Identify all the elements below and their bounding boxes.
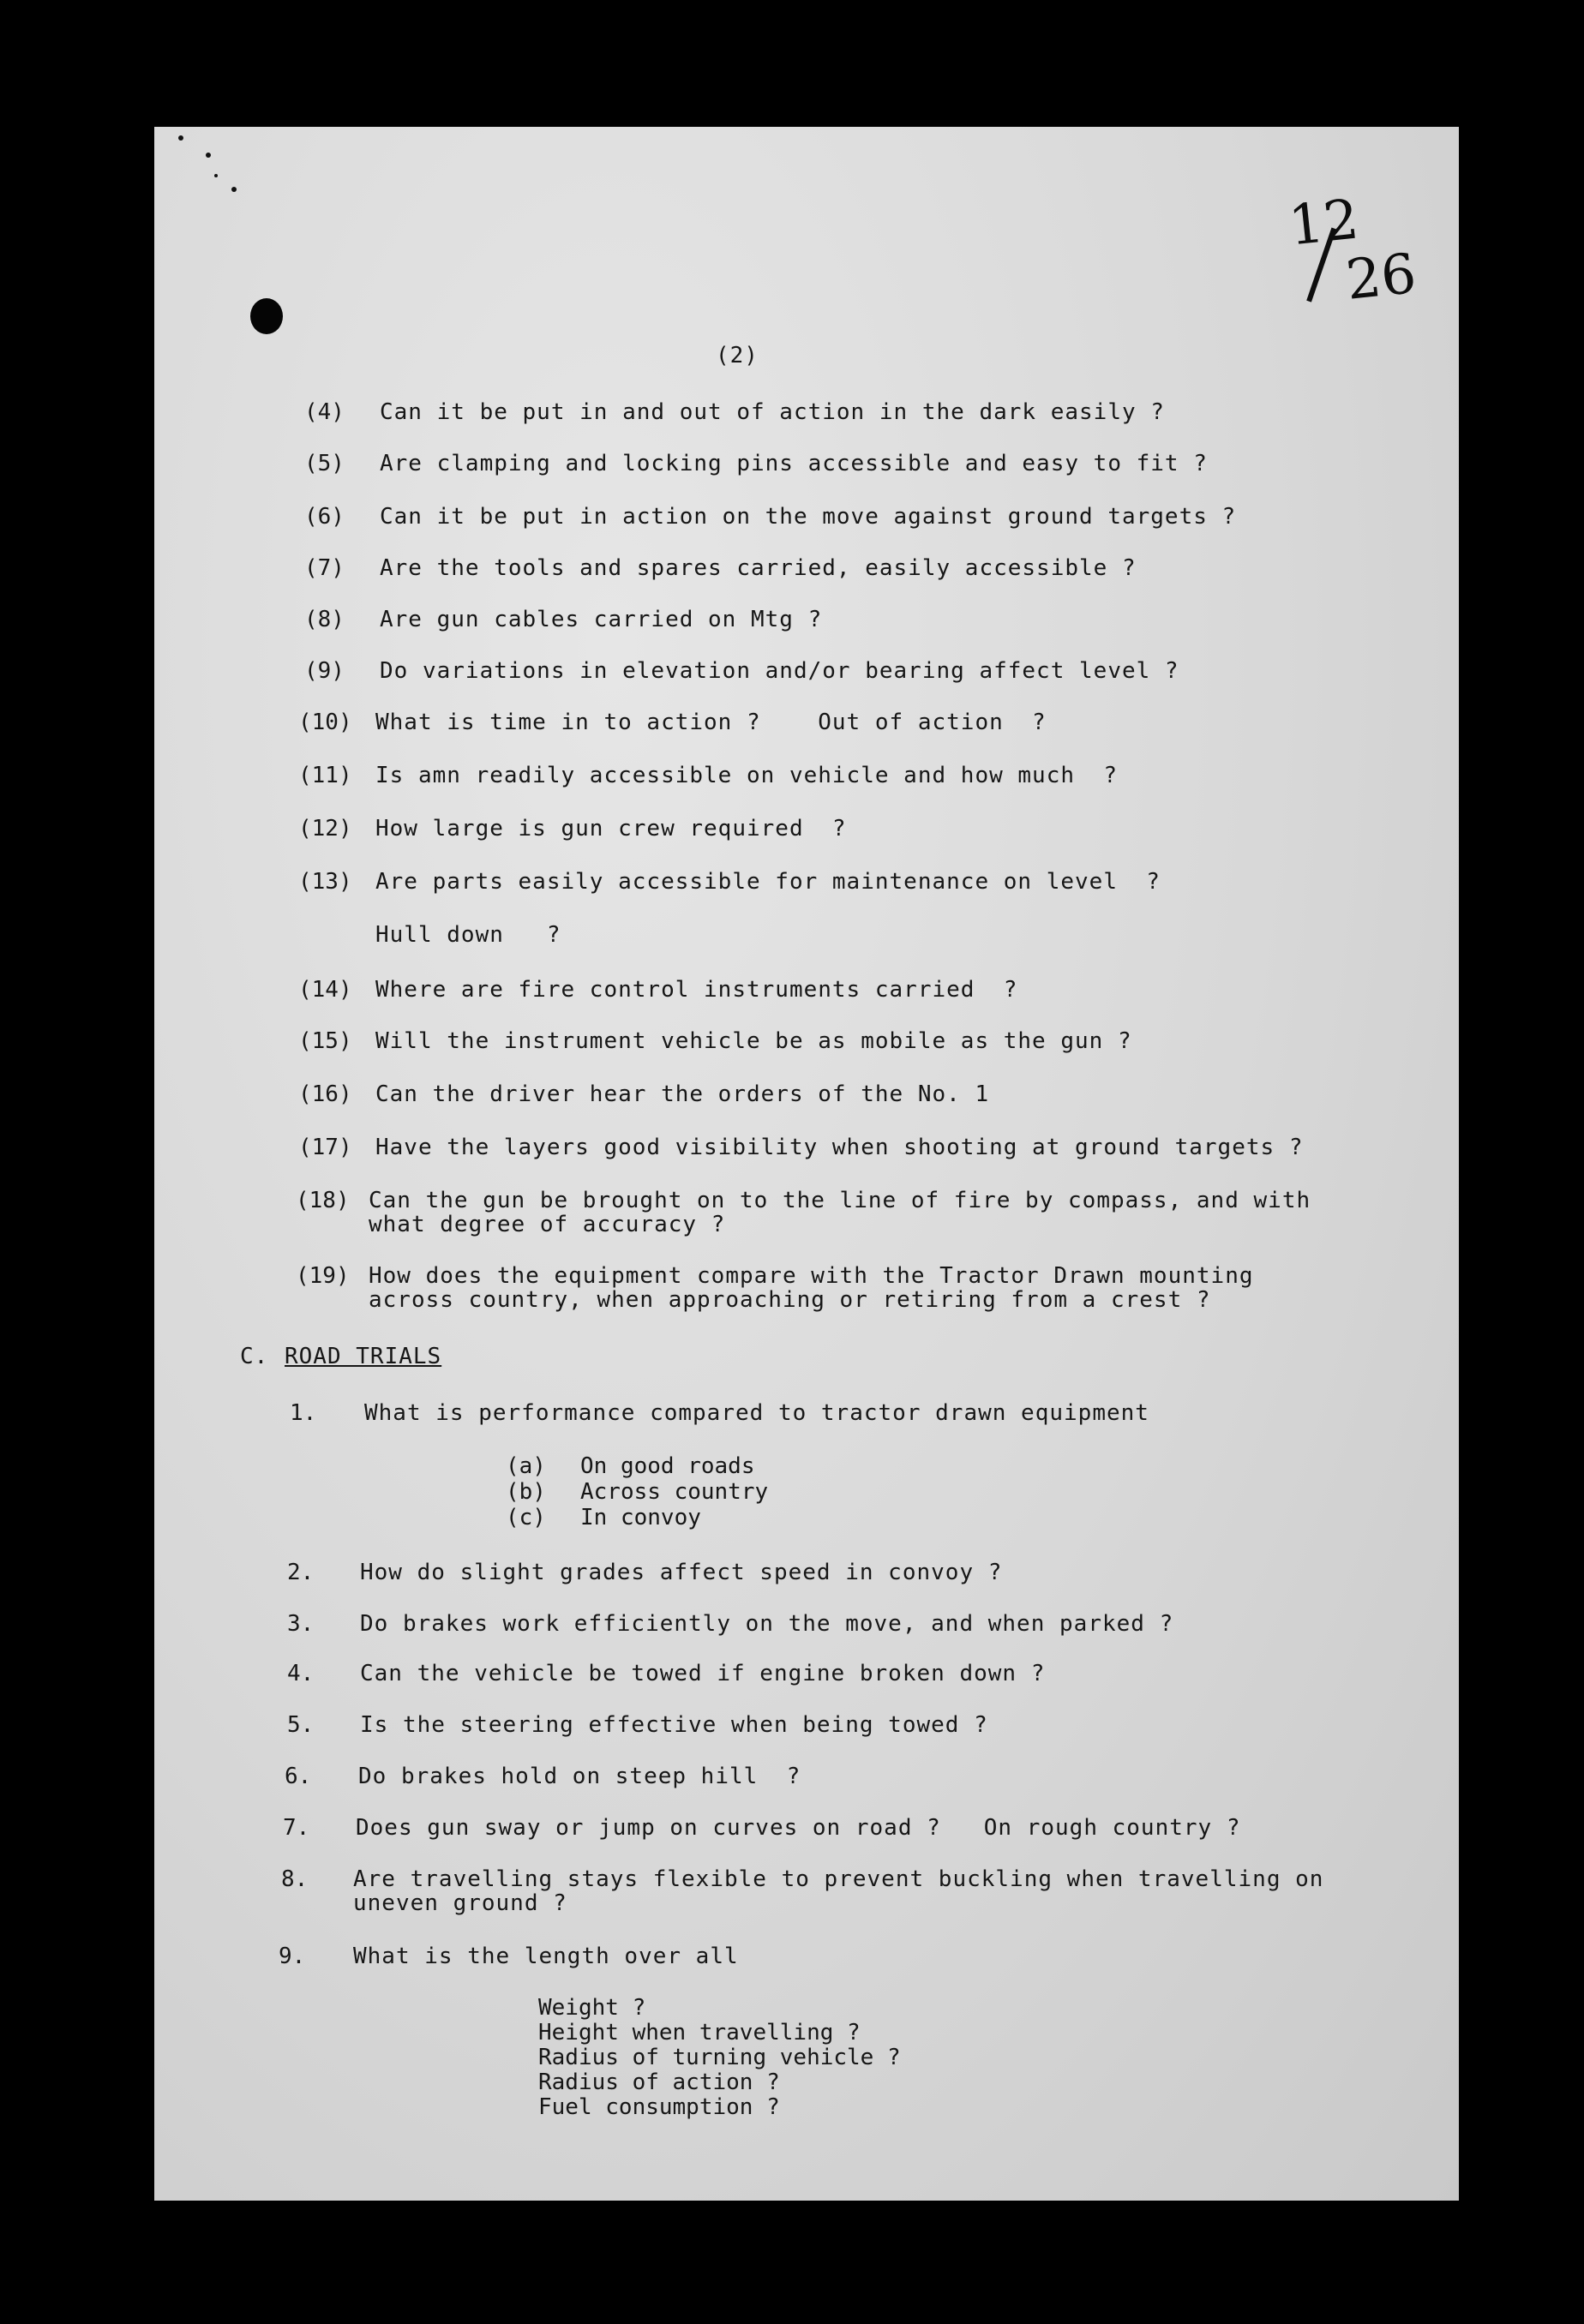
question-text: How large is gun crew required ? (375, 816, 847, 842)
road-trial-text: What is the length over all (353, 1944, 739, 1969)
road-trial-number: 6. (285, 1764, 312, 1789)
sub-label: (a) (506, 1453, 546, 1479)
question-text-continued: Hull down ? (375, 922, 561, 948)
question-text-continued: across country, when approaching or retiring from a crest ? (369, 1287, 1211, 1313)
question-number: (14) (298, 977, 352, 1003)
question-number: (9) (304, 658, 345, 684)
question-text: What is time in to action ? Out of action ? (375, 710, 1047, 735)
question-number: (12) (298, 816, 352, 842)
question-number: (4) (304, 399, 345, 425)
page-number: (2) (716, 343, 759, 368)
question-text: Are the tools and spares carried, easily accessible ? (380, 555, 1137, 581)
question-number: (18) (296, 1188, 350, 1213)
sub-label: (c) (506, 1505, 546, 1530)
folio-bottom: 26 (1342, 242, 1419, 313)
spec-item: Weight ? (538, 1995, 646, 2021)
question-text: Are gun cables carried on Mtg ? (380, 607, 823, 632)
question-text: Are clamping and locking pins accessible and easy to fit ? (380, 451, 1208, 476)
section-title: ROAD TRIALS (285, 1344, 442, 1369)
road-trial-number: 9. (279, 1944, 306, 1969)
sub-text: Across country (580, 1479, 769, 1505)
question-text: Is amn readily accessible on vehicle and how much ? (375, 763, 1118, 788)
question-text: How does the equipment compare with the Tractor Drawn mounting (369, 1263, 1254, 1289)
question-number: (15) (298, 1028, 352, 1054)
question-number: (5) (304, 451, 345, 476)
road-trial-number: 2. (287, 1560, 315, 1585)
road-trial-number: 8. (281, 1866, 309, 1892)
question-number: (13) (298, 869, 352, 895)
sub-text: In convoy (580, 1505, 701, 1530)
road-trial-text: Does gun sway or jump on curves on road ? On rough country ? (356, 1815, 1241, 1841)
folio-top: 12 (1286, 188, 1362, 259)
road-trial-number: 4. (287, 1661, 315, 1686)
road-trial-text: What is performance compared to tractor drawn equipment (364, 1400, 1149, 1426)
sub-label: (b) (506, 1479, 546, 1505)
road-trial-text: Is the steering effective when being towed ? (360, 1712, 988, 1738)
question-text-continued: what degree of accuracy ? (369, 1212, 726, 1237)
question-number: (11) (298, 763, 352, 788)
question-text: Can the gun be brought on to the line of fire by compass, and with (369, 1188, 1311, 1213)
question-text: Can it be put in action on the move against ground targets ? (380, 504, 1237, 530)
section-letter: C. (240, 1344, 269, 1369)
question-text: Are parts easily accessible for maintenance on level ? (375, 869, 1161, 895)
question-text: Can it be put in and out of action in the dark easily ? (380, 399, 1165, 425)
road-trial-text-continued: uneven ground ? (353, 1890, 567, 1916)
road-trial-number: 1. (290, 1400, 317, 1426)
question-text: Where are fire control instruments carried ? (375, 977, 1018, 1003)
question-text: Do variations in elevation and/or bearing affect level ? (380, 658, 1179, 684)
question-number: (10) (298, 710, 352, 735)
document-page (154, 127, 1459, 2201)
road-trial-number: 7. (283, 1815, 310, 1841)
question-number: (16) (298, 1081, 352, 1107)
spec-item: Fuel consumption ? (538, 2094, 780, 2120)
spec-item: Radius of turning vehicle ? (538, 2045, 901, 2070)
question-number: (19) (296, 1263, 350, 1289)
road-trial-number: 3. (287, 1611, 315, 1637)
question-number: (6) (304, 504, 345, 530)
question-text: Will the instrument vehicle be as mobile as the gun ? (375, 1028, 1132, 1054)
road-trial-number: 5. (287, 1712, 315, 1738)
sub-text: On good roads (580, 1453, 755, 1479)
question-number: (17) (298, 1135, 352, 1160)
road-trial-text: Are travelling stays flexible to prevent buckling when travelling on (353, 1866, 1324, 1892)
road-trial-text: Do brakes work efficiently on the move, and when parked ? (360, 1611, 1174, 1637)
question-number: (8) (304, 607, 345, 632)
spec-item: Radius of action ? (538, 2069, 780, 2095)
punch-hole (250, 298, 283, 334)
spec-item: Height when travelling ? (538, 2020, 861, 2045)
question-text: Can the driver hear the orders of the No. 1 (375, 1081, 990, 1107)
road-trial-text: Do brakes hold on steep hill ? (358, 1764, 801, 1789)
question-number: (7) (304, 555, 345, 581)
question-text: Have the layers good visibility when shooting at ground targets ? (375, 1135, 1304, 1160)
road-trial-text: Can the vehicle be towed if engine broken down ? (360, 1661, 1046, 1686)
road-trial-text: How do slight grades affect speed in convoy ? (360, 1560, 1003, 1585)
